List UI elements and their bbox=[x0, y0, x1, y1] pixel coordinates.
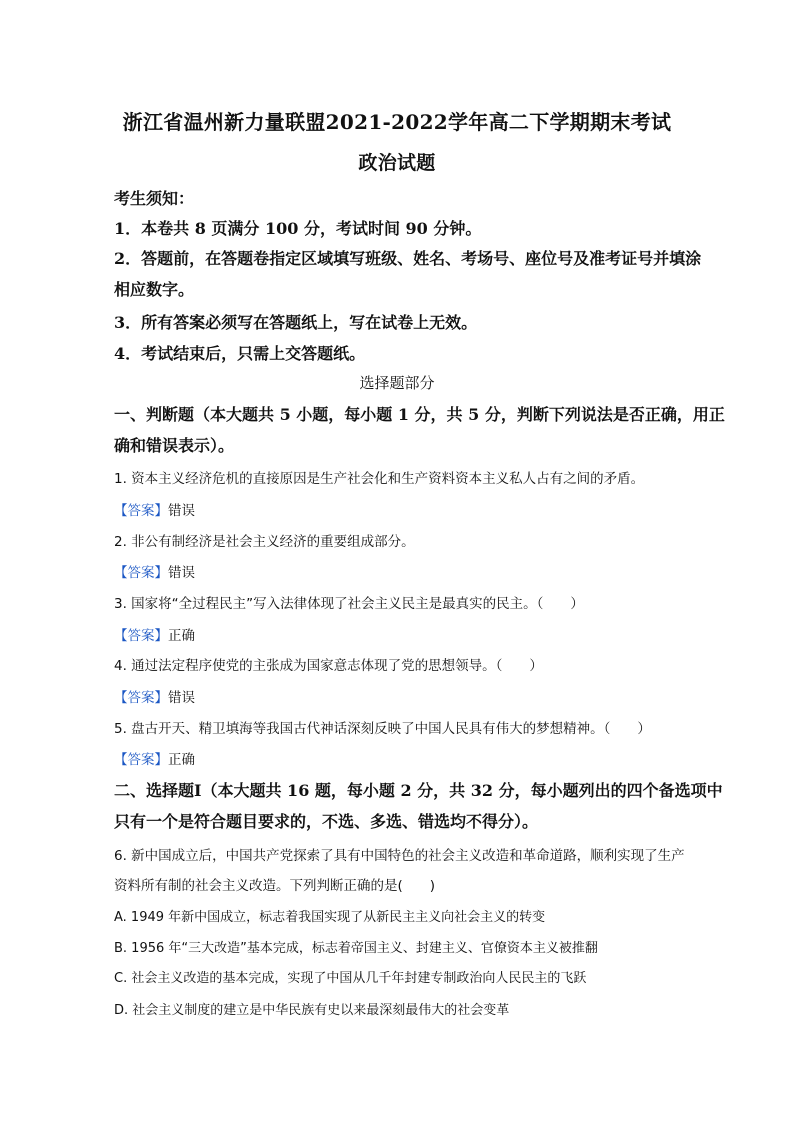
section-label: 选择题部分 bbox=[359, 374, 435, 392]
answer-value: 正确 bbox=[168, 752, 195, 768]
part1-heading-cont: 确和错误表示）。 bbox=[114, 436, 235, 455]
answer-1 bbox=[114, 499, 195, 519]
answer-5 bbox=[114, 748, 195, 768]
notice-item-1: 1．本卷共 8 页满分 100 分，考试时间 90 分钟。 bbox=[114, 219, 482, 238]
part1-heading: 一、判断题（本大题共 5 小题，每小题 1 分，共 5 分，判断下列说法是否正确，用正 bbox=[114, 405, 725, 424]
question-5: 5. 盘古开天、精卫填海等我国古代神话深刻反映了中国人民具有伟大的梦想精神。（ ） bbox=[114, 721, 651, 737]
answer-value: 错误 bbox=[168, 503, 195, 519]
question-6: 6. 新中国成立后，中国共产党探索了具有中国特色的社会主义改造和革命道路，顺利实现了生产 bbox=[114, 848, 685, 864]
answer-4 bbox=[114, 686, 195, 706]
option-c: C. 社会主义改造的基本完成，实现了中国从几千年封建专制政治向人民民主的飞跃 bbox=[114, 971, 587, 986]
answer-value: 正确 bbox=[168, 628, 195, 644]
notice-item-3: 3．所有答案必须写在答题纸上，写在试卷上无效。 bbox=[114, 313, 478, 332]
question-6-cont: 资料所有制的社会主义改造。下列判断正确的是( ) bbox=[114, 878, 436, 894]
answer-value: 错误 bbox=[168, 690, 195, 706]
option-d: D. 社会主义制度的建立是中华民族有史以来最深刻最伟大的社会变革 bbox=[114, 1003, 510, 1018]
answer-value: 错误 bbox=[168, 565, 195, 581]
answer-tag: 【答案】 bbox=[114, 752, 168, 768]
question-2: 2. 非公有制经济是社会主义经济的重要组成部分。 bbox=[114, 534, 415, 550]
answer-tag: 【答案】 bbox=[114, 503, 168, 519]
exam-subtitle: 政治试题 bbox=[358, 152, 436, 174]
question-1: 1. 资本主义经济危机的直接原因是生产社会化和生产资料资本主义私人占有之间的矛盾。 bbox=[114, 471, 645, 487]
notice-item-4: 4．考试结束后，只需上交答题纸。 bbox=[114, 344, 366, 363]
option-a: A. 1949 年新中国成立，标志着我国实现了从新民主主义向社会主义的转变 bbox=[114, 910, 546, 925]
notice-heading: 考生须知： bbox=[114, 189, 195, 208]
part2-heading-cont: 只有一个是符合题目要求的，不选、多选、错选均不得分）。 bbox=[114, 812, 539, 831]
exam-title: 浙江省温州新力量联盟2021-2022学年高二下学期期末考试 bbox=[122, 110, 672, 134]
answer-2 bbox=[114, 561, 195, 581]
answer-3 bbox=[114, 624, 195, 644]
question-4: 4. 通过法定程序使党的主张成为国家意志体现了党的思想领导。（ ） bbox=[114, 658, 543, 674]
answer-tag: 【答案】 bbox=[114, 565, 168, 581]
answer-tag: 【答案】 bbox=[114, 628, 168, 644]
answer-tag: 【答案】 bbox=[114, 690, 168, 706]
option-b: B. 1956 年“三大改造”基本完成，标志着帝国主义、封建主义、官僚资本主义被推翻 bbox=[114, 941, 598, 956]
question-3: 3. 国家将“全过程民主”写入法律体现了社会主义民主是最真实的民主。（ ） bbox=[114, 596, 584, 612]
notice-item-2-cont: 相应数字。 bbox=[114, 280, 195, 299]
notice-item-2: 2．答题前，在答题卷指定区域填写班级、姓名、考场号、座位号及准考证号并填涂 bbox=[114, 249, 702, 268]
part2-heading: 二、选择题Ⅰ（本大题共 16 题，每小题 2 分，共 32 分，每小题列出的四个备选项中 bbox=[114, 781, 723, 800]
